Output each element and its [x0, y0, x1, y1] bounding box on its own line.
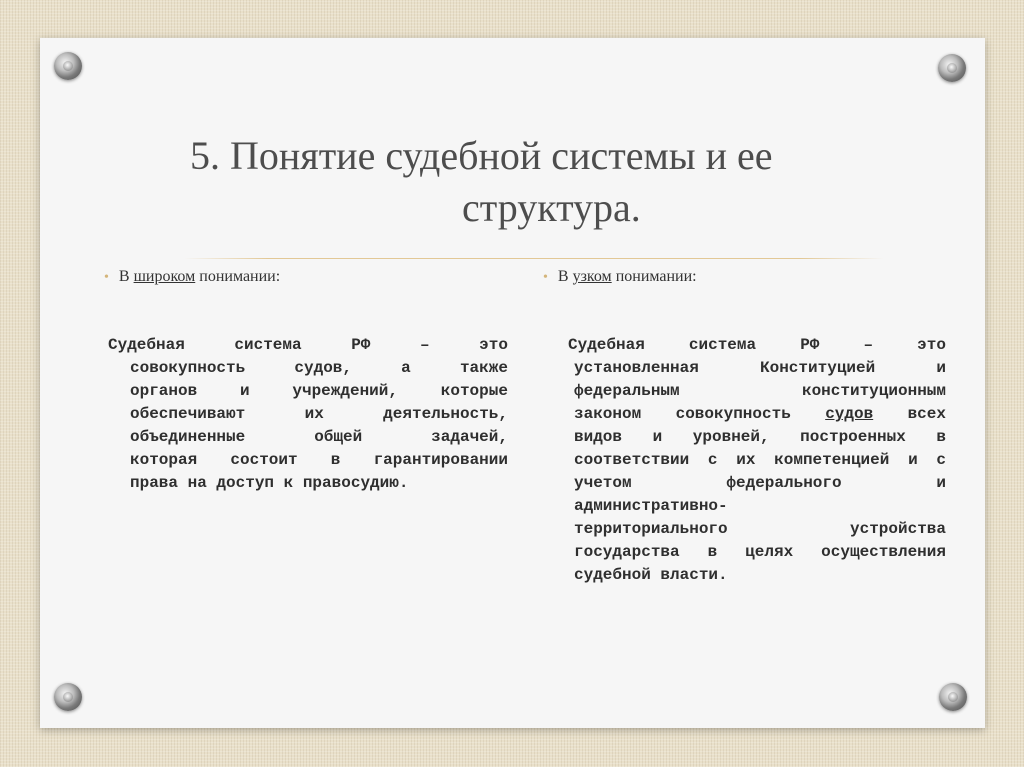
pushpin-icon	[54, 52, 82, 80]
slide-title	[190, 130, 880, 234]
paragraph-line	[108, 426, 508, 449]
paragraph-word: федеральным	[574, 382, 680, 400]
paragraph-line	[108, 472, 508, 495]
paragraph-word: обеспечивают	[130, 405, 246, 423]
paragraph-line	[568, 472, 946, 495]
left-bullet-prefix: В	[118, 268, 134, 285]
paragraph-word: учреждений,	[292, 382, 398, 400]
paragraph-word: федерального	[726, 474, 842, 492]
paragraph-word: и	[652, 428, 663, 446]
paragraph-word: в	[707, 543, 718, 561]
paragraph-line	[568, 403, 946, 426]
paragraph-word: учетом	[574, 474, 632, 492]
paragraph-word: с	[936, 451, 946, 469]
paragraph-word: территориального	[574, 520, 728, 538]
paragraph-line	[568, 357, 946, 380]
paragraph-line	[568, 564, 946, 587]
paragraph-line	[108, 380, 508, 403]
paragraph-word: их	[736, 451, 756, 469]
slide-title-line-1: 5. Понятие судебной системы и ее	[190, 133, 773, 178]
paragraph-word: –	[419, 336, 430, 354]
paragraph-line	[108, 357, 508, 380]
paragraph-word: задачей,	[431, 428, 508, 446]
paragraph-word: и	[936, 359, 946, 377]
paragraph-word: общей	[314, 428, 363, 446]
paragraph-word: осуществления	[821, 543, 946, 561]
paragraph-word: устройства	[849, 520, 946, 538]
right-bullet-heading	[543, 268, 697, 286]
paragraph-line	[568, 495, 946, 518]
paragraph-word: гарантировании	[373, 451, 508, 469]
title-divider	[184, 258, 884, 259]
paragraph-word: органов	[130, 382, 198, 400]
paragraph-word: это	[917, 336, 946, 354]
paragraph-word: и	[936, 474, 946, 492]
paragraph-line	[568, 449, 946, 472]
paragraph-word: судов,	[294, 359, 352, 377]
paragraph-line	[568, 541, 946, 564]
paragraph-word: компетенцией	[774, 451, 890, 469]
paragraph-word: совокупность	[130, 359, 246, 377]
paragraph-word: которые	[440, 382, 508, 400]
slide	[40, 38, 985, 728]
paragraph-word: всех	[907, 405, 946, 423]
left-bullet-heading	[104, 268, 280, 286]
paragraph-word: в	[936, 428, 946, 446]
paragraph-line	[568, 380, 946, 403]
paragraph-word: уровней,	[692, 428, 770, 446]
underlined-word: судов	[825, 405, 874, 423]
paragraph-word: Конституцией	[760, 359, 876, 377]
paragraph-word: права на доступ к правосудию.	[130, 474, 409, 492]
bullet-dot-icon: •	[104, 270, 109, 285]
paragraph-word: Судебная	[568, 336, 645, 354]
paragraph-word: РФ	[351, 336, 371, 354]
paragraph-word: видов	[574, 428, 623, 446]
paragraph-line	[108, 449, 508, 472]
right-bullet-suffix: понимании:	[611, 268, 697, 285]
paragraph-word: государства	[574, 543, 680, 561]
paragraph-word: с	[707, 451, 718, 469]
paragraph-word: также	[459, 359, 508, 377]
paragraph-word: система	[234, 336, 302, 354]
paragraph-line	[568, 518, 946, 541]
paragraph-word: установленная	[574, 359, 699, 377]
paragraph-word: система	[688, 336, 757, 354]
paragraph-word: построенных	[800, 428, 906, 446]
broad-definition-paragraph	[108, 334, 508, 495]
left-bullet-underlined: широком	[133, 268, 196, 285]
right-bullet-underlined: узком	[572, 268, 612, 285]
paragraph-word: и	[908, 451, 918, 469]
paragraph-line	[568, 426, 946, 449]
paragraph-word: целях	[745, 543, 794, 561]
paragraph-word: их	[304, 405, 324, 423]
slide-title-line-2: структура.	[462, 185, 641, 230]
paragraph-word: судебной власти.	[574, 566, 728, 584]
right-bullet-prefix: В	[557, 268, 573, 285]
paragraph-word: которая	[130, 451, 198, 469]
paragraph-word: в	[330, 451, 341, 469]
paragraph-word: конституционным	[801, 382, 946, 400]
pushpin-icon	[54, 683, 82, 711]
paragraph-word: это	[479, 336, 508, 354]
paragraph-word: законом	[574, 405, 642, 423]
paragraph-word: административно-	[574, 497, 728, 515]
paragraph-word: РФ	[800, 336, 820, 354]
paragraph-word: соответствии	[574, 451, 690, 469]
paragraph-word: и	[239, 382, 250, 400]
paragraph-word: а	[401, 359, 411, 377]
paragraph-word: состоит	[230, 451, 298, 469]
paragraph-word: объединенные	[130, 428, 246, 446]
paragraph-line	[108, 403, 508, 426]
paragraph-word: совокупность	[675, 405, 791, 423]
paragraph-word: Судебная	[108, 336, 185, 354]
paragraph-line	[568, 334, 946, 357]
pushpin-icon	[939, 683, 967, 711]
bullet-dot-icon: •	[543, 270, 548, 285]
left-bullet-suffix: понимании:	[195, 268, 281, 285]
pushpin-icon	[938, 54, 966, 82]
paragraph-word: –	[863, 336, 874, 354]
paragraph-line	[108, 334, 508, 357]
paragraph-word: деятельность,	[383, 405, 508, 423]
narrow-definition-paragraph	[568, 334, 946, 587]
